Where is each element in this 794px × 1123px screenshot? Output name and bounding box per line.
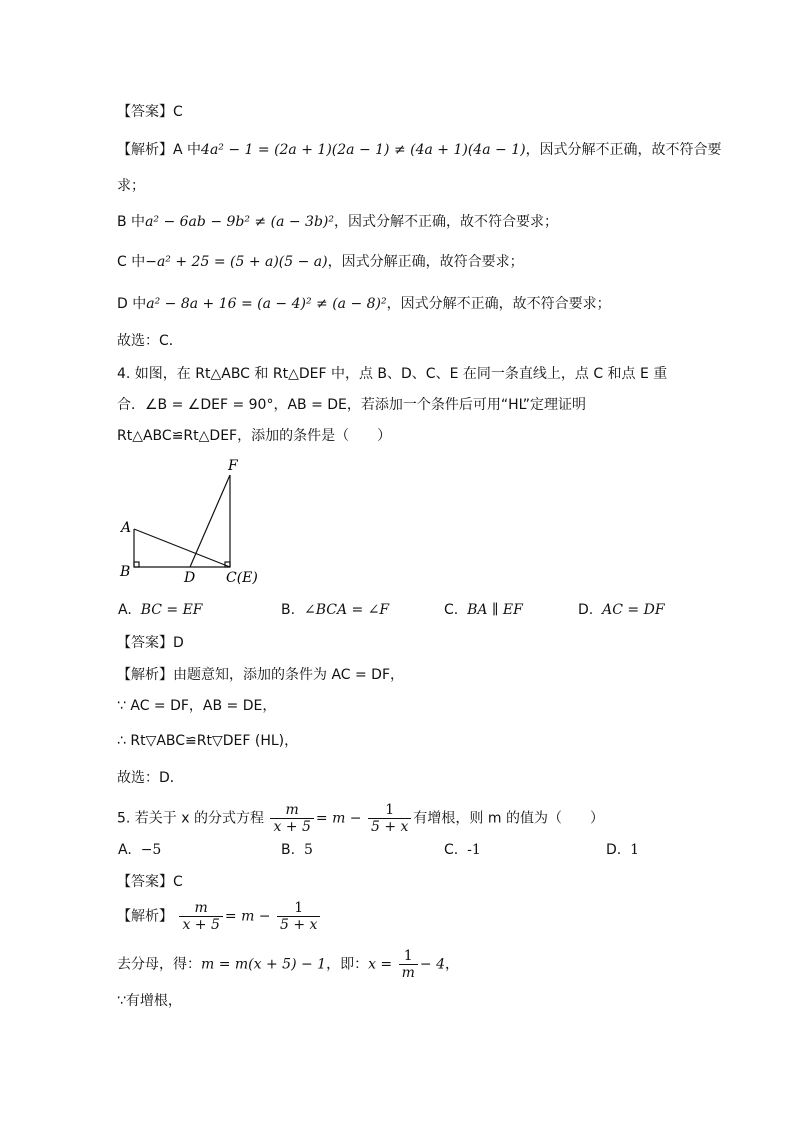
segment-df [190,475,230,567]
d-prefix: D 中 [117,296,147,312]
label-f: F [228,458,238,474]
q4-analysis-line-1 [117,665,404,685]
q5-option-a[interactable] [118,842,161,858]
q5-option-c[interactable] [444,842,481,858]
a-expression: 4a² − 1 = (2a + 1)(2a − 1) ≠ (4a + 1)(4a − 1) [201,142,526,158]
minus-four: − 4 [419,956,445,973]
choose-q3: 故选：C． [117,333,183,349]
option-label: B. [281,842,296,858]
q5-fraction-m [270,802,313,835]
step-connector: ，即： [326,956,369,973]
q4-stem-line-1: 4. 如图，在 Rt△ABC 和 Rt△DEF 中，点 B、D、C、E 在同一条直线上，点 C 和点 E 重 [117,366,668,382]
c-expression: −a² + 25 = (5 + a)(5 − a) [145,254,328,270]
analysis-label: 【解析】 [117,908,173,925]
option-label: C. [444,842,459,858]
option-text: BA ∥ EF [467,602,523,618]
numerator: 1 [368,802,411,819]
q5-stem-tail: 有增根，则 m 的值为（ ） [413,810,604,827]
c-prefix: C 中 [117,254,146,270]
analysis-a-line [117,140,722,160]
analysis-b-line [117,212,558,232]
q5-stem-lead: 5. 若关于 x 的分式方程 [117,810,264,827]
q5-option-d[interactable] [606,842,639,858]
option-text: −5 [140,842,162,858]
label-b: B [120,564,131,580]
option-text: AC = DF [602,602,665,618]
b-expression: a² − 6ab − 9b² ≠ (a − 3b)² [145,214,334,230]
q5-stem [117,802,604,835]
q5-analysis-fraction-m [179,900,222,933]
option-label: A. [118,602,132,618]
option-label: A. [118,842,132,858]
step-comma: ， [444,956,459,973]
a-conclusion-wrap: 求； [117,178,145,194]
step-expression: m = m(x + 5) − 1 [201,956,327,973]
d-conclusion: ，因式分解不正确，故不符合要求； [386,296,611,312]
option-text: -1 [467,842,481,858]
analysis-d-line [117,294,611,314]
numerator: m [179,900,222,917]
analysis-label: 【解析】 [117,142,173,158]
q4-option-a[interactable] [118,602,203,618]
analysis-label: 【解析】 [117,667,173,683]
answer-q4: 【答案】D [117,635,184,651]
b-conclusion: ，因式分解不正确，故不符合要求； [334,214,558,230]
option-text: 5 [303,842,313,858]
choose-q4: 故选：D． [117,770,184,786]
a-prefix: A 中 [173,142,202,158]
numerator: 1 [277,900,320,917]
right-angle-b [134,562,139,567]
q4-analysis-line-3: ∴ Rt▽ABC≌Rt▽DEF (HL)， [117,733,299,749]
q4-stem-line-3: Rt△ABC≌Rt△DEF，添加的条件是（ ） [117,428,392,444]
c-conclusion: ，因式分解正确，故符合要求； [327,254,524,270]
q4-option-d[interactable] [578,602,665,618]
option-text: 1 [630,842,640,858]
numerator: m [270,802,313,819]
option-label: B. [281,602,296,618]
option-label: D. [606,842,622,858]
analysis-c-line [117,252,524,272]
q5-option-b[interactable] [281,842,313,858]
answer-q3: 【答案】C [117,104,183,120]
x-equals: x = [368,956,393,973]
option-label: C. [444,602,459,618]
denominator: m [401,965,415,981]
q5-fraction-one [368,802,411,835]
denominator: 5 + x [370,819,409,835]
q4-stem-line-2: 合．∠B = ∠DEF = 90°，AB = DE，若添加一个条件后可用“HL”定理证明 [117,397,587,413]
answer-q5: 【答案】C [117,874,183,890]
q5-last-line: ∵有增根， [117,993,182,1009]
option-text: ∠BCA = ∠F [303,602,390,618]
label-d: D [184,570,196,586]
denominator: x + 5 [182,917,220,933]
b-prefix: B 中 [117,214,146,230]
q5-analysis-equals-m: = m − [224,908,271,925]
q4-option-b[interactable] [281,602,389,618]
q5-analysis-equation [117,900,322,933]
label-ce: C(E) [226,570,258,586]
q5-equals-m: = m − [315,810,362,827]
fraction-one-over-m [399,948,418,981]
segment-ac [134,529,230,567]
numerator: 1 [399,948,418,965]
d-expression: a² − 8a + 16 = (a − 4)² ≠ (a − 8)² [146,296,387,312]
q5-analysis-fraction-one [277,900,320,933]
analysis-text: 由题意知，添加的条件为 AC = DF， [173,667,405,683]
label-a: A [121,520,132,536]
q5-step-1 [117,948,459,981]
a-conclusion: ，因式分解不正确，故不符合要 [525,142,722,158]
denominator: x + 5 [273,819,311,835]
q4-option-c[interactable] [444,602,523,618]
option-label: D. [578,602,594,618]
option-text: BC = EF [140,602,203,618]
step-lead: 去分母，得： [117,956,201,973]
q4-analysis-line-2: ∵ AC = DF，AB = DE， [117,698,277,714]
denominator: 5 + x [279,917,318,933]
triangle-figure [110,455,280,590]
